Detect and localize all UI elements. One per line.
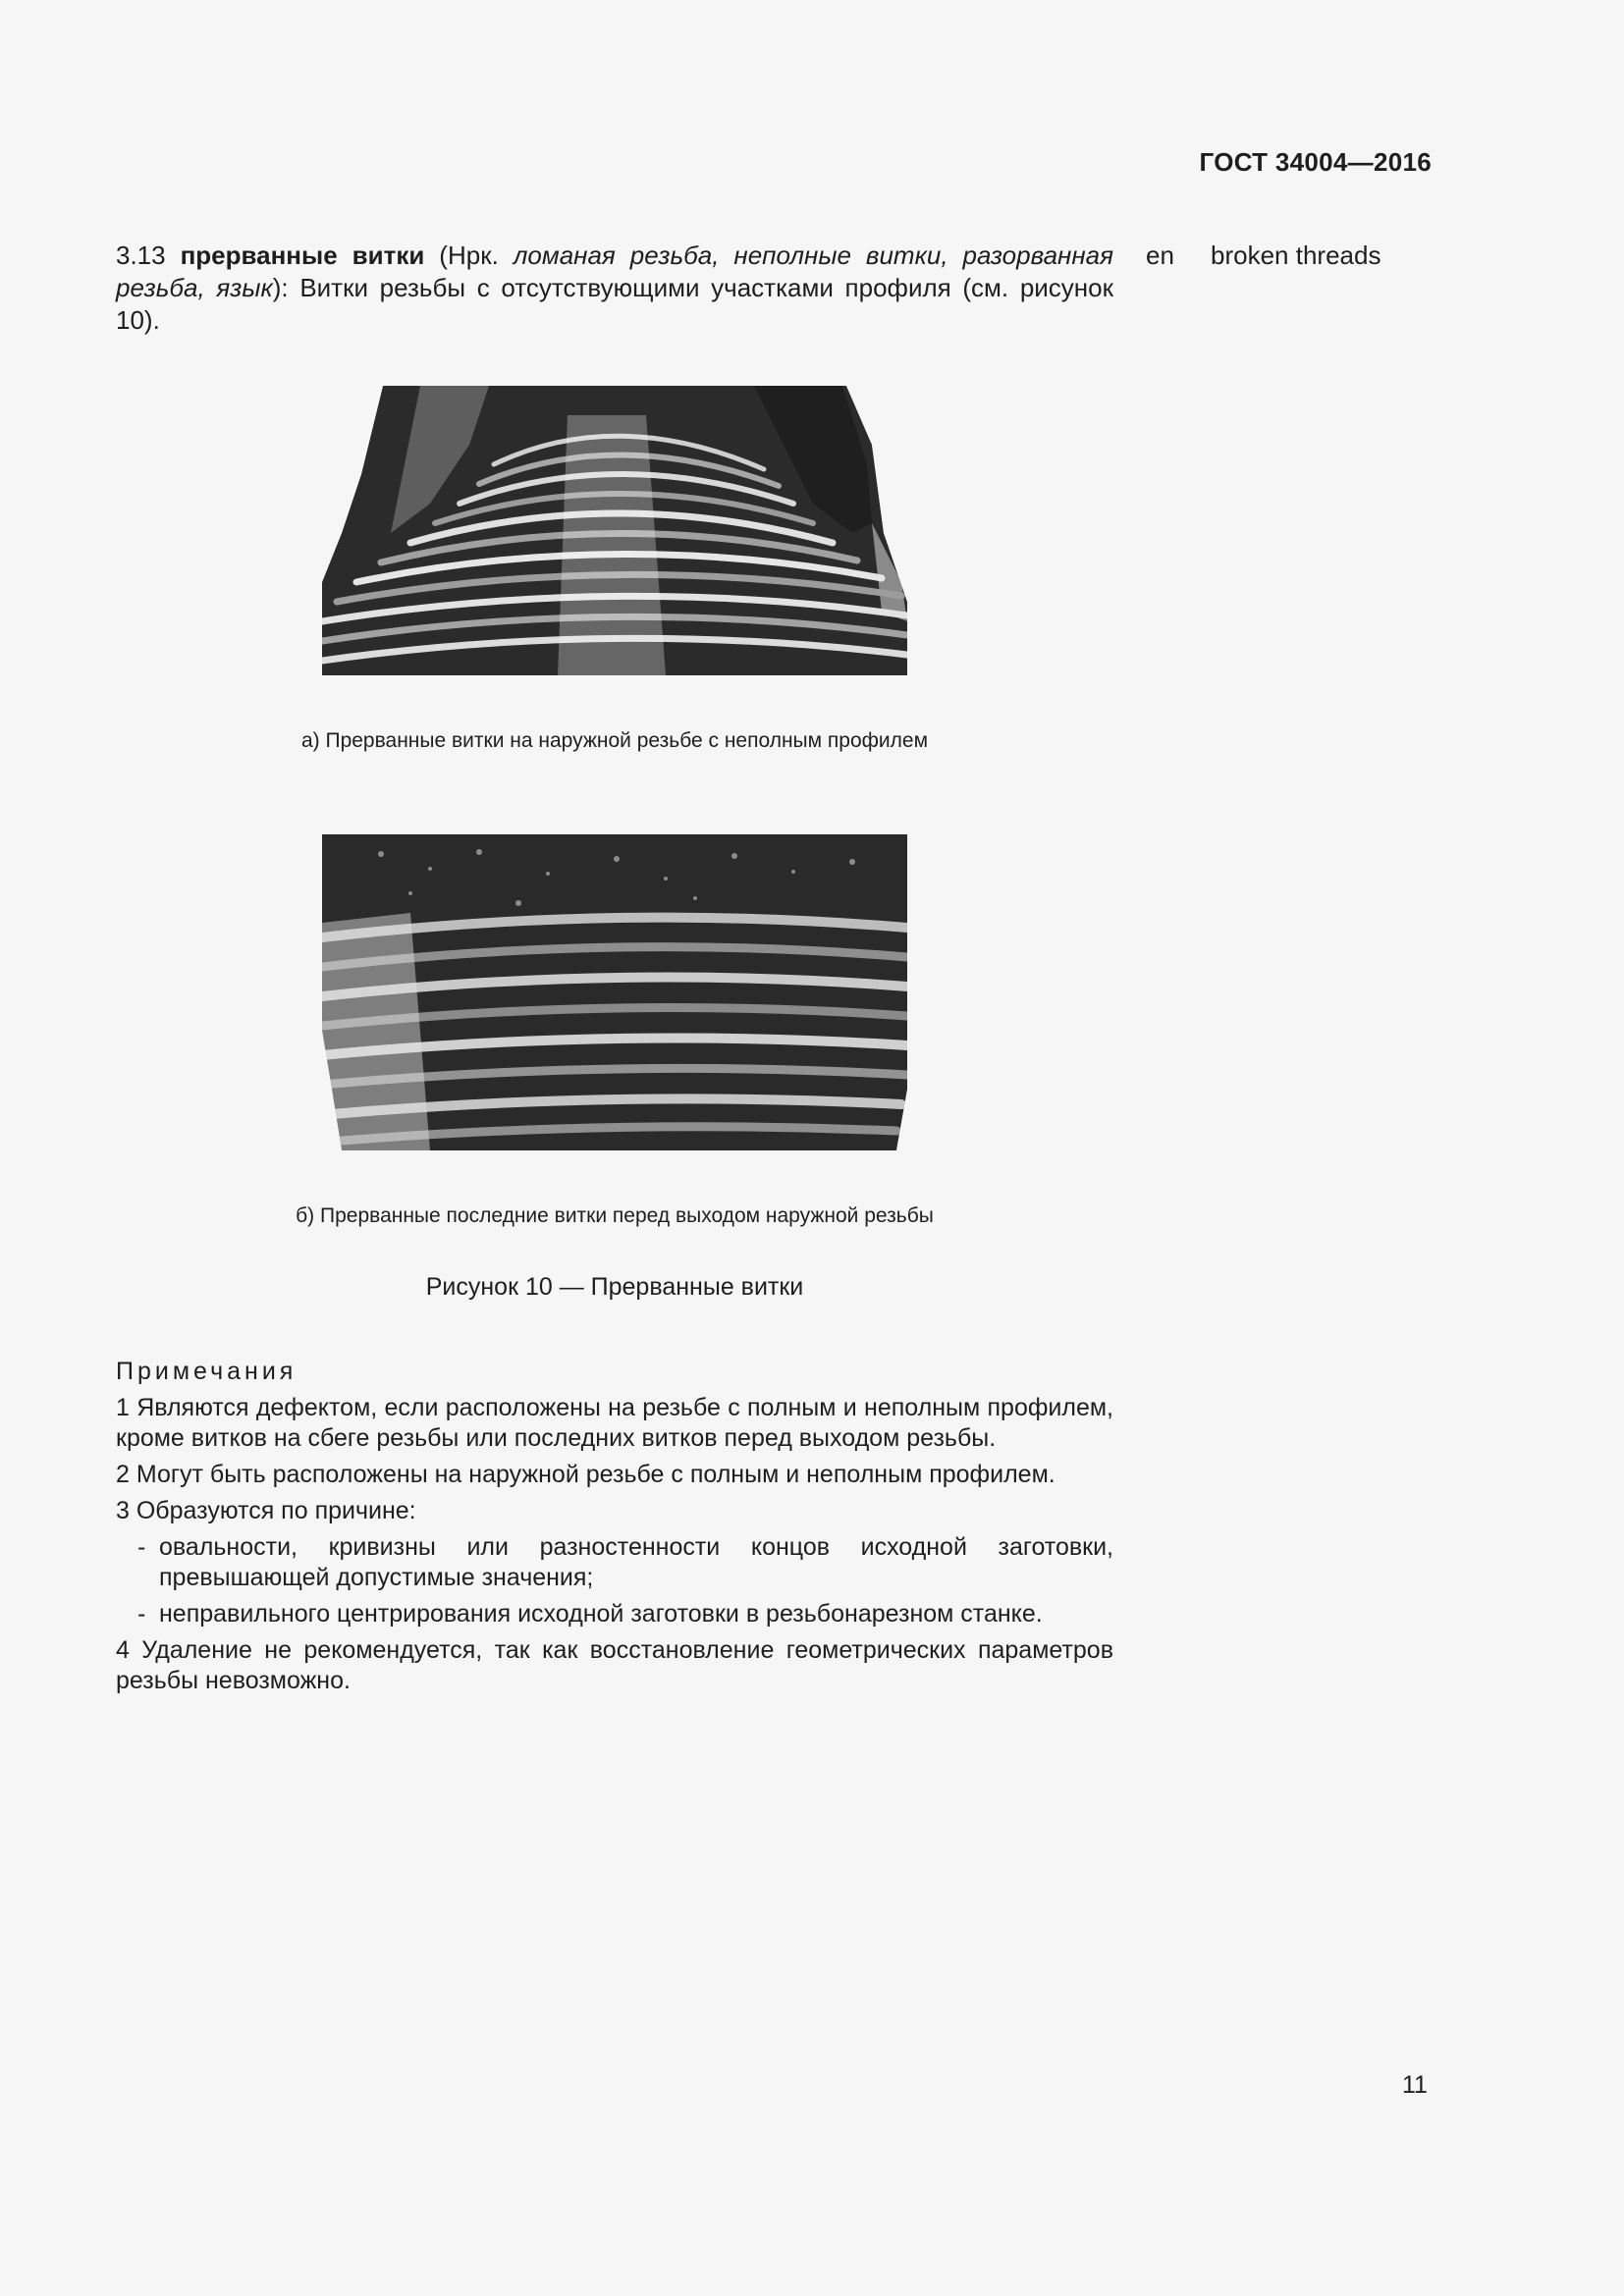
- figure-caption-a: а) Прерванные витки на наружной резьбе с неполным профилем: [300, 729, 929, 752]
- note-3-item-2: [137, 1599, 1113, 1629]
- note-2: 2 Могут быть расположены на наружной резьбе с полным и неполным профилем.: [116, 1461, 1056, 1488]
- deprecated-prefix: (Нрк.: [424, 240, 514, 270]
- dash-marker: -: [137, 1600, 146, 1628]
- language-code: en: [1146, 240, 1174, 270]
- standard-designation: ГОСТ 34004—2016: [1199, 147, 1432, 177]
- dash-marker: -: [137, 1533, 146, 1561]
- english-term: broken threads: [1211, 240, 1381, 270]
- term-number: 3.13: [116, 240, 166, 270]
- note-3-item-2-text: неправильного центрирования исходной заготовки в резьбонарезном станке.: [159, 1600, 1043, 1628]
- page-number: 11: [1402, 2071, 1428, 2099]
- figure-title: Рисунок 10 — Прерванные витки: [425, 1273, 804, 1301]
- term-entry: [116, 240, 1113, 337]
- note-3-item-1-text: овальности, кривизны или разностенности концов исходной заготовки, превышающей допустимые значения;: [159, 1533, 1113, 1591]
- note-4: 4 Удаление не рекомендуется, так как восстановление геометрических параметров резьбы невозможно.: [116, 1636, 1113, 1694]
- note-1: 1 Являются дефектом, если расположены на резьбе с полным и неполным профилем, кроме витков на сбеге резьбы или последних витков перед выходом резьбы.: [116, 1394, 1113, 1452]
- term-definition: ): Витки резьбы с отсутствующими участками профиля (см. рисунок 10).: [116, 273, 1114, 335]
- notes-section: [116, 1357, 1113, 1702]
- notes-heading: Примечания: [116, 1358, 298, 1385]
- photo-last-threads-before-runout: [322, 834, 907, 1150]
- note-3-item-1: [137, 1532, 1113, 1593]
- photo-external-thread-incomplete-profile: [322, 386, 907, 675]
- term-name: прерванные витки: [180, 240, 425, 270]
- note-3: 3 Образуются по причине:: [116, 1497, 416, 1524]
- figure-caption-b: б) Прерванные последние витки перед выходом наружной резьбы: [296, 1204, 934, 1227]
- deprecated-terms: ломаная резьба, неполные витки, разорванная резьба, язык: [116, 240, 1113, 302]
